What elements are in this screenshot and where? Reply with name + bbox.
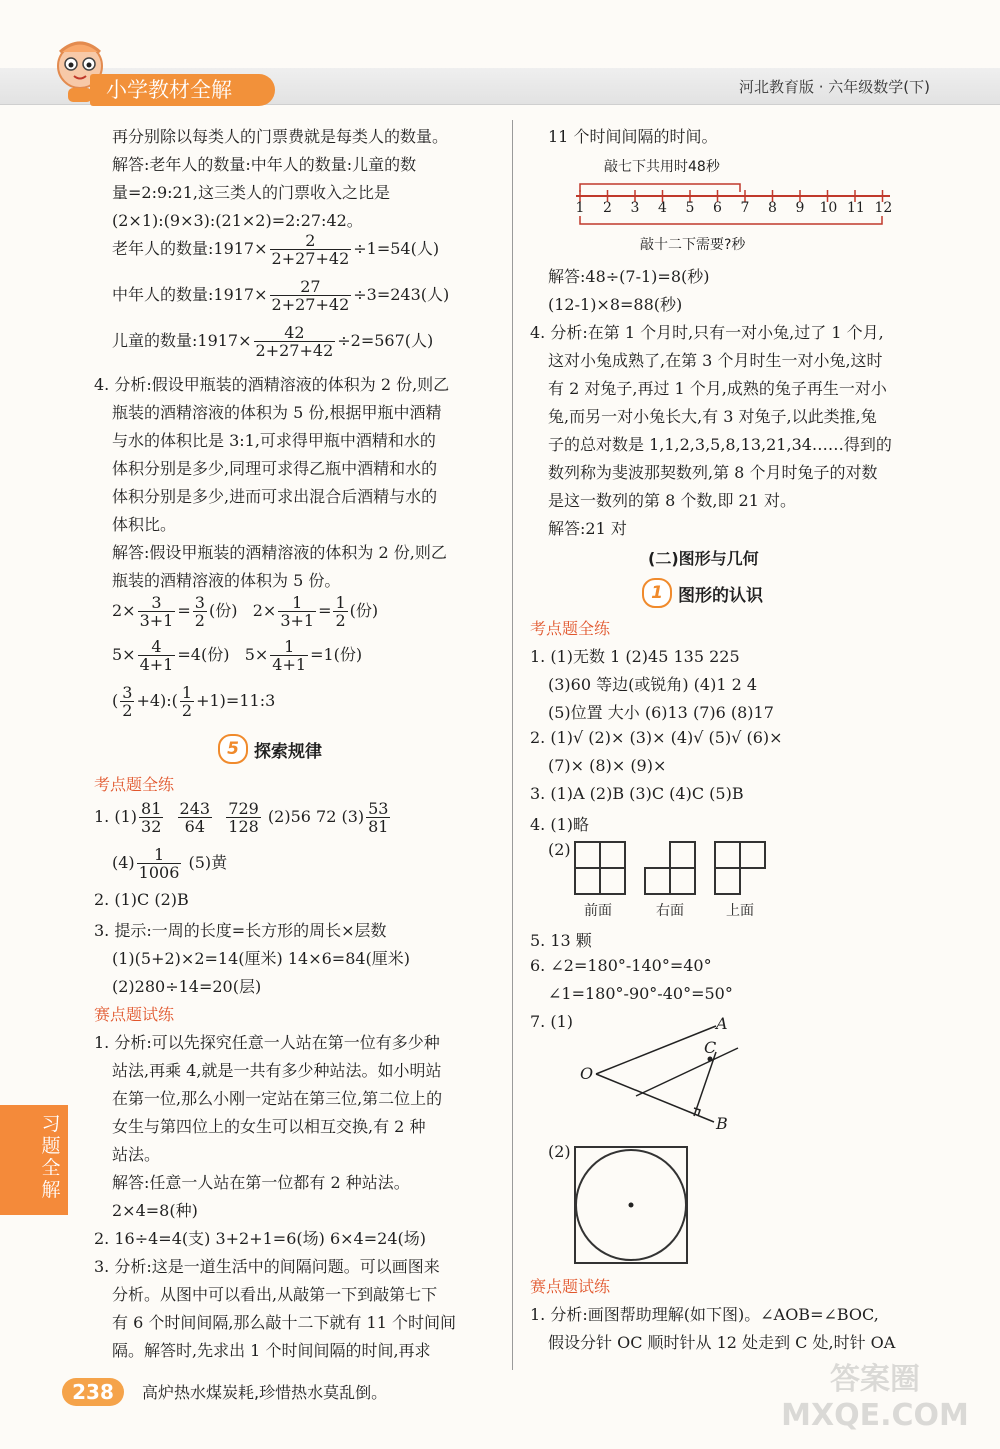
text-line: (2)280÷14=20(层) [112,977,262,996]
text-line: 1. 分析:画图帮助理解(如下图)。∠AOB=∠BOC, [530,1305,879,1324]
text-line: 3. 分析:这是一道生活中的间隔问题。可以画图来 [94,1257,440,1276]
text-line: 分析。从图中可以看出,从敲第一下到敲第七下 [112,1285,438,1304]
numberline-tick-label: 9 [795,200,805,216]
text-line: 2. 16÷4=4(支) 3+2+1=6(场) 6×4=24(场) [94,1229,426,1248]
numberline-tick-label: 2 [603,200,612,216]
footer-motto: 高炉热水煤炭耗,珍惜热水莫乱倒。 [142,1383,388,1402]
text-line: 1. (1)无数 1 (2)45 135 225 [530,647,740,666]
subsection-heading: 赛点题试练 [530,1277,611,1296]
text-line: 7. (1) [530,1012,574,1031]
text-line: 2. (1)√ (2)× (3)× (4)√ (5)√ (6)× [530,728,783,747]
numberline-tick-labels [568,200,898,220]
numberline-tick-label: 8 [768,200,777,216]
text-line: 解答:21 对 [548,519,627,538]
point-label: B [716,1114,728,1133]
text-line: 兔,而另一对小兔长大,有 3 对兔子,以此类推,兔 [548,407,877,426]
text-line: 3. 提示:一周的长度=长方形的周长×层数 [94,921,387,940]
text-line: (7)× (8)× (9)× [548,756,667,775]
text-line: 11 个时间间隔的时间。 [548,127,718,146]
text-line: 3. (1)A (2)B (3)C (4)C (5)B [530,784,744,803]
text-line: 4. 分析:假设甲瓶装的酒精溶液的体积为 2 份,则乙 [94,375,450,394]
formula-mid: 中年人的数量:1917× $\frac{27}{2+27+42}$ ÷3=243(人) [112,277,450,314]
answer-k1b: (4) $\frac{1}{1006}$ (5)黄 [112,845,228,882]
subsection-heading: 考点题全练 [530,619,611,638]
text-line: 假设分针 OC 顺时针从 12 处走到 C 处,时针 OA [548,1333,896,1352]
numberline-tick-label: 4 [658,200,667,216]
text-line: 再分别除以每类人的门票费就是每类人的数量。 [112,127,449,146]
circle-in-square-diagram [574,1146,688,1264]
text-line: (3)60 等边(或锐角) (4)1 2 4 [548,675,758,694]
text-line: 4. (1)略 [530,815,590,834]
section-1-heading [642,578,763,608]
text-line: (2×1):(9×3):(21×2)=2:27:42。 [112,211,363,230]
numberline-bottom-label: 敲十二下需要?秒 [640,237,746,253]
text-line: 站法。 [112,1145,161,1164]
numberline-tick-label: 7 [740,200,750,216]
numberline-tick-label: 12 [874,200,893,216]
text-line: 5. 13 颗 [530,931,592,950]
formula-row-2: 5× $\frac{4}{4+1}$ =4(份) 5× $\frac{1}{4+1}$ =1(份) [112,637,363,674]
numberline-tick-label: 11 [847,200,865,216]
text-line: 4. 分析:在第 1 个月时,只有一对小兔,过了 1 个月, [530,323,884,342]
numberline-tick-label: 10 [819,200,838,216]
text-line: 这对小兔成熟了,在第 3 个月时生一对小兔,这时 [548,351,883,370]
text-line: 在第一位,那么小刚一定站在第三位,第二位上的 [112,1089,443,1108]
text-line: 是这一数列的第 8 个数,即 21 对。 [548,491,796,510]
text-line: 瓶装的酒精溶液的体积为 5 份,根据甲瓶中酒精 [112,403,442,422]
text-line: 6. ∠2=180°-140°=40° [530,956,712,975]
text-line: 解答:假设甲瓶装的酒精溶液的体积为 2 份,则乙 [112,543,447,562]
text-line: 体积分别是多少,同理可求得乙瓶中酒精和水的 [112,459,438,478]
numberline-tick-label: 6 [713,200,722,216]
text-line: 数列称为斐波那契数列,第 8 个月时兔子的对数 [548,463,878,482]
book-title: 河北教育版 · 六年级数学(下) [738,78,930,96]
section-title: 图形的认识 [678,585,763,606]
point-label: O [580,1064,594,1083]
text-line: 与水的体积比是 3:1,可求得甲瓶中酒精和水的 [112,431,436,450]
view-label: 右面 [656,903,684,919]
text-line: 解答:48÷(7-1)=8(秒) [548,267,710,286]
answer-k1: 1. (1) $\frac{81}{32}$ $\frac{243}{64}$ $\frac{729}{128}$ (2)56 72 (3) $\frac{53}{81}$ [94,799,389,836]
text-line: (2) [548,1142,571,1161]
text-line: 解答:任意一人站在第一位都有 2 种站法。 [112,1173,410,1192]
brand-title: 小学教材全解 [90,74,275,106]
section-title: 探索规律 [254,741,322,762]
numberline-top-label: 敲七下共用时48秒 [604,159,720,175]
text-line: 解答:老年人的数量:中年人的数量:儿童的数 [112,155,417,174]
numberline-tick-label: 5 [685,200,695,216]
three-views-diagram [574,840,774,898]
text-line: 站法,再乘 4,就是一共有多少种站法。如小明站 [112,1061,442,1080]
page-number: 238 [62,1378,124,1406]
section-5-heading [218,734,322,764]
point-label: C [704,1038,717,1057]
angle-diagram [576,1012,756,1132]
text-line: (1)(5+2)×2=14(厘米) 14×6=84(厘米) [112,949,411,968]
text-line: 女生与第四位上的女生可以相互交换,有 2 种 [112,1117,426,1136]
text-line: 子的总对数是 1,1,2,3,5,8,13,21,34……得到的 [548,435,892,454]
text-line: 1. 分析:可以先探究任意一人站在第一位有多少种 [94,1033,440,1052]
view-label: 上面 [726,903,754,919]
text-line: (12-1)×8=88(秒) [548,295,683,314]
text-line: 有 6 个时间间隔,那么敲十二下就有 11 个时间间 [112,1313,456,1332]
text-line: 体积比。 [112,515,177,534]
side-tab: 习题全解 [0,1105,68,1215]
numberline-tick-label: 3 [630,200,640,216]
formula-kid: 儿童的数量:1917× $\frac{42}{2+27+42}$ ÷2=567(人) [112,323,434,360]
subsection-heading: 赛点题试练 [94,1005,175,1024]
formula-row-3: ( $\frac{3}{2}$ +4):( $\frac{1}{2}$ +1)=11:3 [112,683,276,720]
watermark-logo: 答案圈 MXQE.COM [781,1362,969,1433]
part-heading: (二)图形与几何 [648,549,759,568]
text-line: 体积分别是多少,进而可求出混合后酒精与水的 [112,487,438,506]
text-line: 2. (1)C (2)B [94,890,189,909]
point-label: A [716,1014,728,1033]
view-label: 前面 [584,903,612,919]
numberline-tick-label: 1 [575,200,585,216]
text-line: (5)位置 大小 (6)13 (7)6 (8)17 [548,703,774,722]
text-line: 2×4=8(种) [112,1201,198,1220]
text-line: 量=2:9:21,这三类人的门票收入之比是 [112,183,390,202]
formula-row-1: 2× $\frac{3}{3+1}$ = $\frac{3}{2}$ (份) 2× $\frac{1}{3+1}$ = $\frac{1}{2}$ (份) [112,593,379,630]
column-divider [512,120,513,1370]
text-line: ∠1=180°-90°-40°=50° [548,984,733,1003]
formula-old: 老年人的数量:1917× $\frac{2}{2+27+42}$ ÷1=54(人) [112,231,440,268]
text-line: 隔。解答时,先求出 1 个时间间隔的时间,再求 [112,1341,431,1360]
text-line: (2) [548,840,571,859]
subsection-heading: 考点题全练 [94,775,175,794]
section-number-badge: 1 [642,578,672,608]
section-number-badge: 5 [218,734,248,764]
text-line: 有 2 对兔子,再过 1 个月,成熟的兔子再生一对小 [548,379,887,398]
text-line: 瓶装的酒精溶液的体积为 5 份。 [112,571,341,590]
